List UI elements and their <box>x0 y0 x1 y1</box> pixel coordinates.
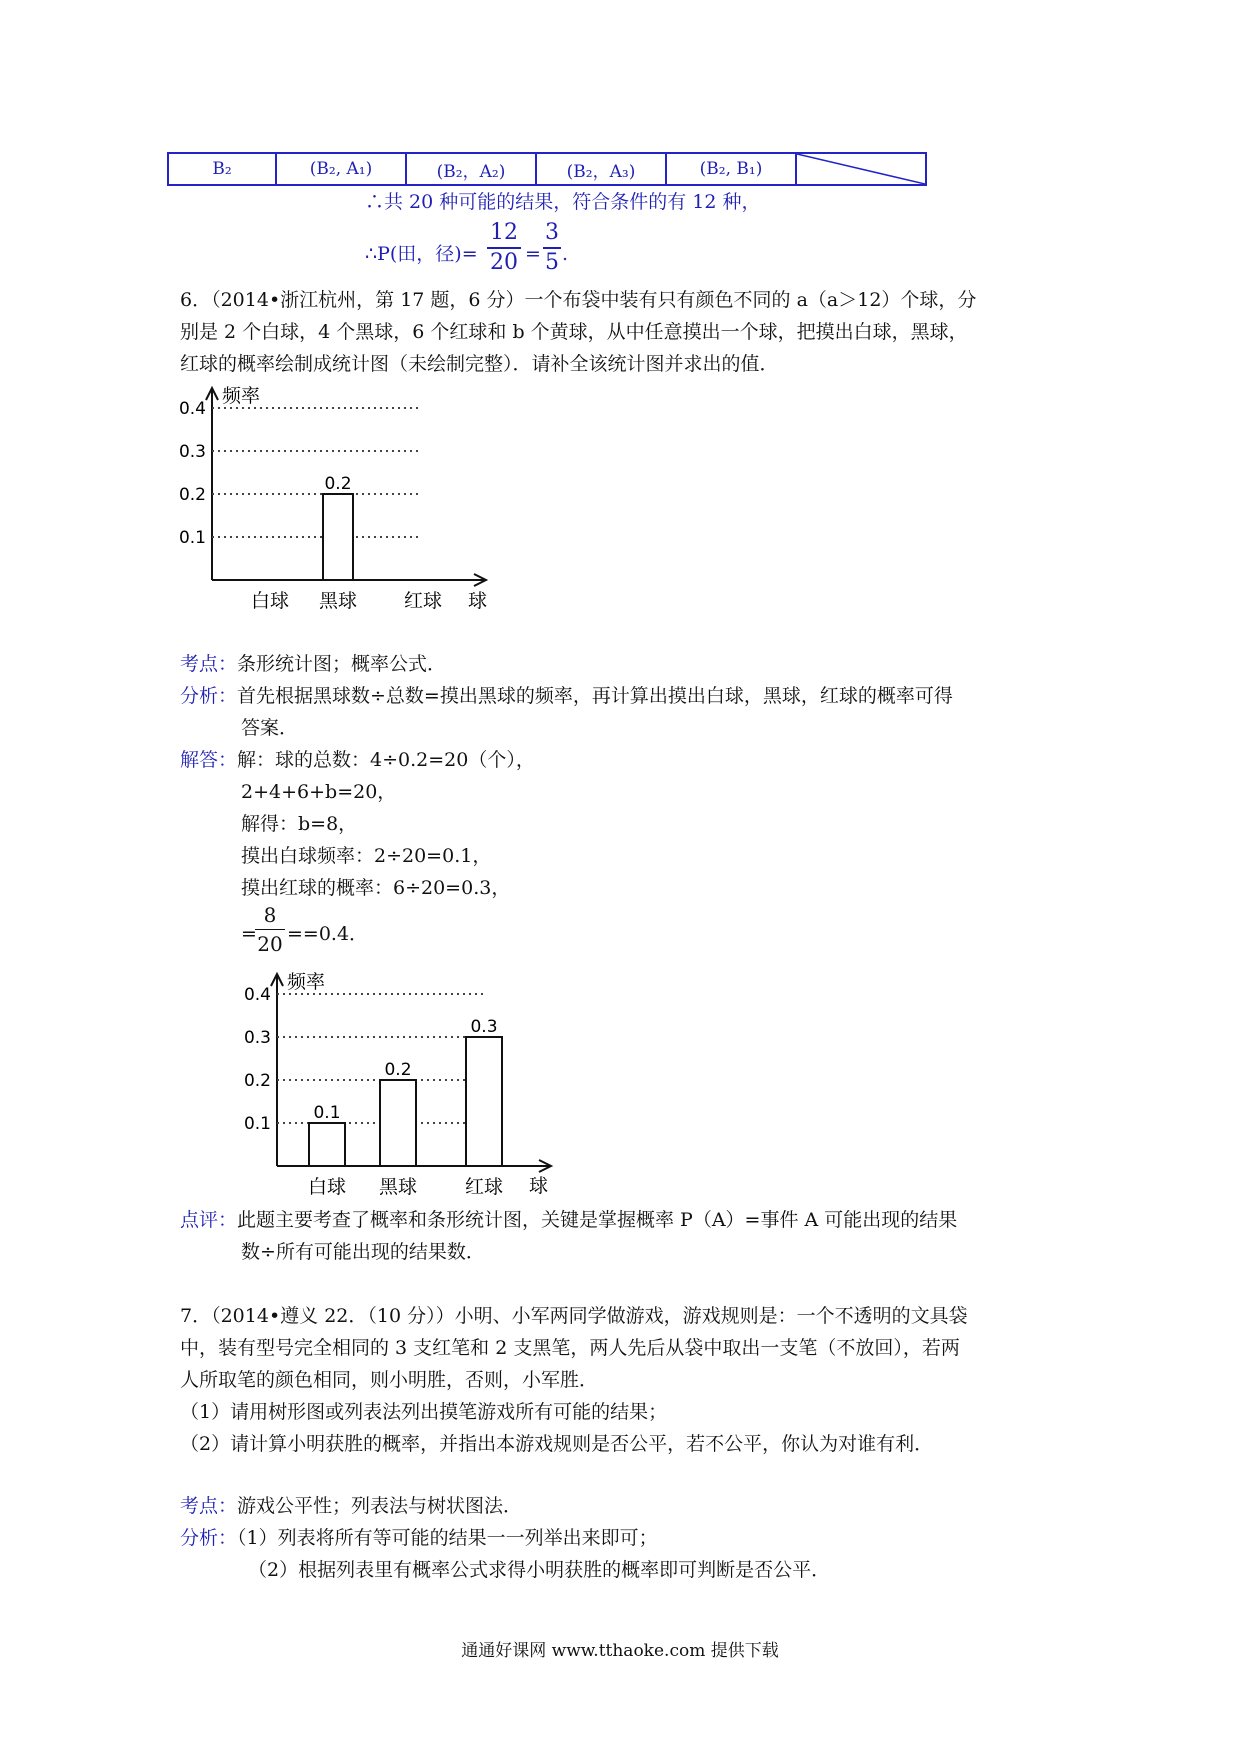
y-tick-label: 0.2 <box>178 485 206 505</box>
fraction-numerator: 3 <box>545 220 559 245</box>
x-tick-label: 红球 <box>464 1176 504 1198</box>
x-axis-title: 球 <box>468 590 488 612</box>
period: . <box>562 243 569 265</box>
table-cell: (B₂，A₃) <box>536 153 666 185</box>
y-tick-label: 0.4 <box>243 985 271 1005</box>
fraction-3-5 <box>543 220 561 276</box>
fenxi-label: 分析： <box>180 1527 238 1549</box>
q7-kaodian <box>180 1490 522 1522</box>
fenxi-line-1: （1）列表将所有等可能的结果一一列举出来即可； <box>237 1527 658 1549</box>
q6-dianping <box>180 1204 957 1236</box>
chart-incomplete <box>170 380 500 615</box>
q7-line-3: 人所取笔的颜色相同，则小明胜，否则，小军胜． <box>180 1369 599 1391</box>
table-cell: B₂ <box>168 153 276 185</box>
probability-prefix: ∴P(田，径)= <box>365 243 478 265</box>
kaodian-label: 考点： <box>180 653 238 675</box>
fenxi-label: 分析： <box>180 685 238 707</box>
q7-fenxi <box>180 1522 658 1554</box>
x-tick-label: 红球 <box>403 590 443 612</box>
y-axis-title: 频率 <box>222 385 261 407</box>
x-axis-title: 球 <box>529 1175 549 1197</box>
fraction-denominator: 20 <box>257 932 283 956</box>
q7-line-1: 7．（2014•遵义 22．（10 分））小明、小军两同学做游戏，游戏规则是：一个不透明的文具袋 <box>180 1305 968 1327</box>
y-tick-label: 0.3 <box>243 1028 271 1048</box>
kaodian-text: 游戏公平性；列表法与树状图法． <box>237 1495 523 1517</box>
q6-line-3: 红球的概率绘制成统计图（未绘制完整）．请补全该统计图并求出的值． <box>180 353 779 375</box>
data-label: 0.2 <box>324 474 352 494</box>
y-tick-label: 0.4 <box>178 399 206 419</box>
fraction-bar <box>255 929 285 930</box>
bar <box>380 1080 416 1166</box>
yellow-result: ==0.4． <box>287 923 369 945</box>
data-label: 0.2 <box>384 1060 412 1080</box>
fraction-numerator: 8 <box>263 903 277 927</box>
q6-jieda <box>180 744 535 776</box>
x-tick-label: 黑球 <box>318 590 358 612</box>
x-tick-label: 白球 <box>250 590 290 612</box>
q7-line-4: （1）请用树形图或列表法列出摸笔游戏所有可能的结果； <box>180 1401 668 1423</box>
fraction-numerator: 12 <box>490 220 518 245</box>
yellow-prefix: = <box>241 923 257 945</box>
x-tick-label: 白球 <box>307 1176 347 1198</box>
jieda-line-5: 摸出红球的概率：6÷20=0.3， <box>241 877 511 899</box>
q6-line-1: 6．（2014•浙江杭州，第 17 题，6 分）一个布袋中装有只有颜色不同的 a（a＞12）个球，分 <box>180 289 977 311</box>
page-footer: 通通好课网 www.tthaoke.com 提供下载 <box>461 1641 779 1661</box>
q6-line-2: 别是 2 个白球，4 个黑球，6 个红球和 b 个黄球，从中任意摸出一个球，把摸出白球，黑球， <box>180 321 968 343</box>
chart-complete <box>235 966 565 1201</box>
dianping-line-1: 此题主要考查了概率和条形统计图，关键是掌握概率 P（A）=事件 A 可能出现的结果 <box>237 1209 958 1231</box>
x-tick-label: 黑球 <box>378 1176 418 1198</box>
y-tick-label: 0.3 <box>178 442 206 462</box>
q7-line-5: （2）请计算小明获胜的概率，并指出本游戏规则是否公平，若不公平，你认为对谁有利． <box>180 1433 934 1455</box>
jieda-line-1: 解：球的总数：4÷0.2=20（个）， <box>237 749 535 771</box>
fenxi-line-2: （2）根据列表里有概率公式求得小明获胜的概率即可判断是否公平． <box>248 1559 831 1581</box>
bar <box>323 494 353 580</box>
conclusion-line: ∴共 20 种可能的结果，符合条件的有 12 种， <box>365 191 761 213</box>
q6-kaodian <box>180 648 446 680</box>
fenxi-text: 首先根据黑球数÷总数=摸出黑球的频率，再计算出摸出白球，黑球，红球的概率可得 <box>237 685 953 707</box>
diagonal-line <box>797 154 925 184</box>
dianping-label: 点评： <box>180 1209 238 1231</box>
fraction-12-20 <box>487 220 521 276</box>
fraction-denominator: 20 <box>490 250 518 275</box>
table-row <box>168 153 926 185</box>
jieda-label: 解答： <box>180 749 238 771</box>
y-tick-label: 0.1 <box>178 528 206 548</box>
q7-line-2: 中，装有型号完全相同的 3 支红笔和 2 支黑笔，两人先后从袋中取出一支笔（不放回），若两 <box>180 1337 960 1359</box>
fraction-bar <box>543 247 561 249</box>
data-label: 0.3 <box>470 1017 498 1037</box>
y-tick-label: 0.2 <box>243 1071 271 1091</box>
fraction-bar <box>487 247 521 249</box>
fraction-8-20 <box>255 902 285 957</box>
data-label: 0.1 <box>313 1103 341 1123</box>
q6-fenxi <box>180 680 953 712</box>
outcomes-table <box>167 152 927 186</box>
fenxi-line-2: 答案． <box>241 717 299 739</box>
kaodian-label: 考点： <box>180 1495 238 1517</box>
y-tick-label: 0.1 <box>243 1114 271 1134</box>
kaodian-text: 条形统计图；概率公式． <box>237 653 447 675</box>
equals-sign: = <box>525 243 541 265</box>
table-cell: (B₂，A₂) <box>406 153 536 185</box>
bar <box>309 1123 345 1166</box>
jieda-line-3: 解得：b=8， <box>241 813 358 835</box>
y-axis-title: 频率 <box>287 971 326 993</box>
fraction-denominator: 5 <box>545 250 559 275</box>
jieda-line-4: 摸出白球频率：2÷20=0.1， <box>241 845 492 867</box>
table-cell: (B₂, B₁) <box>666 153 796 185</box>
bar <box>466 1037 502 1166</box>
dianping-line-2: 数÷所有可能出现的结果数． <box>241 1241 485 1263</box>
jieda-line-2: 2+4+6+b=20， <box>241 781 397 803</box>
table-cell: (B₂, A₁) <box>276 153 406 185</box>
diagonal-cell <box>796 153 926 185</box>
